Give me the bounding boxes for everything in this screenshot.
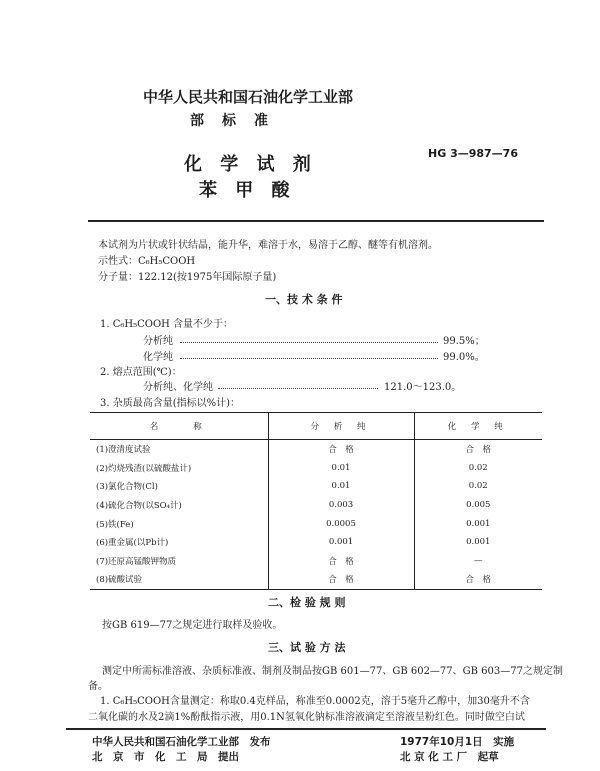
standard-type: 部 标 准 xyxy=(190,113,270,129)
impurity-name: (2)灼烧残渣(以硫酸盐计) xyxy=(96,463,192,474)
cp-value: 0.02 xyxy=(414,459,542,478)
item2-value: 121.0～123.0。 xyxy=(384,382,462,393)
leader-dots xyxy=(180,358,438,359)
ar-value: 0.0005 xyxy=(268,514,414,533)
impurity-name: (5)铁(Fe) xyxy=(96,519,134,530)
column-header-name: 名 称 xyxy=(90,413,268,440)
cp-value: 0.02 xyxy=(414,477,542,496)
cp-value: — xyxy=(414,552,542,571)
section-test-methods-title: 三、试 验 方 法 xyxy=(268,641,346,654)
table-row xyxy=(90,533,542,552)
cp-value: 合 格 xyxy=(414,570,542,589)
cp-value: 0.001 xyxy=(414,514,542,533)
table-row xyxy=(90,514,542,533)
item1-grade-cp-label: 化学纯 xyxy=(143,352,173,363)
table-row xyxy=(90,552,542,571)
table-row xyxy=(90,496,542,515)
table-row xyxy=(90,440,542,459)
section-inspection-rules-title: 二、检 验 规 则 xyxy=(268,596,346,609)
impurity-name: (1)澄清度试验 xyxy=(96,445,151,456)
test-methods-para2-cont: 二氧化碳的水及2滴1%酚酞指示液，用0.1N氢氧化钠标准溶液滴定至溶液呈粉红色。同时做空白试 xyxy=(88,712,525,723)
item2-grade-label: 分析纯、化学纯 xyxy=(143,382,213,393)
inspection-rules-body: 按GB 619—77之规定进行取样及验收。 xyxy=(102,620,283,631)
table-row xyxy=(90,570,542,589)
cp-value: 0.001 xyxy=(414,533,542,552)
intro-formula: 示性式：C₆H₅COOH xyxy=(98,256,196,267)
item1-grade-ar-label: 分析纯 xyxy=(143,336,173,347)
impurity-name: (8)硫酸试验 xyxy=(90,570,268,589)
cp-value: 0.005 xyxy=(414,496,542,515)
intro-molecular-weight: 分子量：122.12(按1975年国际原子量) xyxy=(98,272,277,283)
header-divider xyxy=(88,220,544,222)
item1-grade-cp-value: 99.0%。 xyxy=(443,352,485,363)
ar-value: 0.01 xyxy=(268,477,414,496)
cp-value: 合 格 xyxy=(414,440,542,459)
footer-drafter: 北 京 化 工 厂 起草 xyxy=(400,751,499,763)
table-header-row xyxy=(90,413,542,440)
footer-proposer: 北 京 市 化 工 局 提出 xyxy=(92,751,239,763)
impurity-name: (4)硫化合物(以SO₄计) xyxy=(96,501,182,512)
ar-value: 合 格 xyxy=(268,440,414,459)
item3-impurity-limits: 3. 杂质最高含量(指标以%计)： xyxy=(100,398,241,409)
document-subtitle: 苯 甲 酸 xyxy=(199,180,296,201)
item1-grade-ar-value: 99.5%； xyxy=(443,336,485,347)
ar-value: 合 格 xyxy=(268,570,414,589)
impurity-name: (6)重金属(以Pb计) xyxy=(96,538,169,549)
table-row xyxy=(90,477,542,496)
ministry-heading: 中华人民共和国石油化学工业部 xyxy=(143,88,354,106)
footer-issuer: 中华人民共和国石油化学工业部 发布 xyxy=(92,736,271,748)
item2-melting-range: 2. 熔点范围(℃)： xyxy=(100,367,182,378)
impurity-name: (7)还原高锰酸钾物质 xyxy=(96,556,177,567)
ar-value: 0.01 xyxy=(268,459,414,478)
table-row xyxy=(90,459,542,478)
section-technical-conditions-title: 一、技 术 条 件 xyxy=(265,293,343,306)
ar-value: 合 格 xyxy=(268,552,414,571)
column-header-cp: 化 学 纯 xyxy=(414,413,542,440)
footer-divider xyxy=(66,728,546,730)
impurity-table xyxy=(90,412,542,590)
test-methods-para2: 1. C₆H₅COOH含量测定：称取0.4克样品，称准至0.0002克，溶于5毫升乙醇中，加30毫升不含 xyxy=(100,696,530,707)
item1-content-requirement: 1. C₆H₅COOH 含量不少于： xyxy=(100,319,234,330)
ar-value: 0.001 xyxy=(268,533,414,552)
test-methods-para1-cont: 备。 xyxy=(88,681,108,692)
leader-dots xyxy=(218,388,378,389)
ar-value: 0.003 xyxy=(268,496,414,515)
intro-description: 本试剂为片状或针状结晶，能升华，难溶于水，易溶于乙醇、醚等有机溶剂。 xyxy=(98,240,438,251)
test-methods-para1: 测定中所需标准溶液、杂质标准液、制剂及制品按GB 601—77、GB 602—77、GB 603—77之规定制 xyxy=(102,666,563,677)
footer-effective-date: 1977年10月1日 实施 xyxy=(400,736,515,748)
leader-dots xyxy=(180,342,438,343)
impurity-name: (3)氯化合物(Cl) xyxy=(96,482,158,493)
standard-code: HG 3—987—76 xyxy=(428,147,518,160)
document-title: 化 学 试 剂 xyxy=(184,154,317,175)
column-header-ar: 分 析 纯 xyxy=(268,413,414,440)
